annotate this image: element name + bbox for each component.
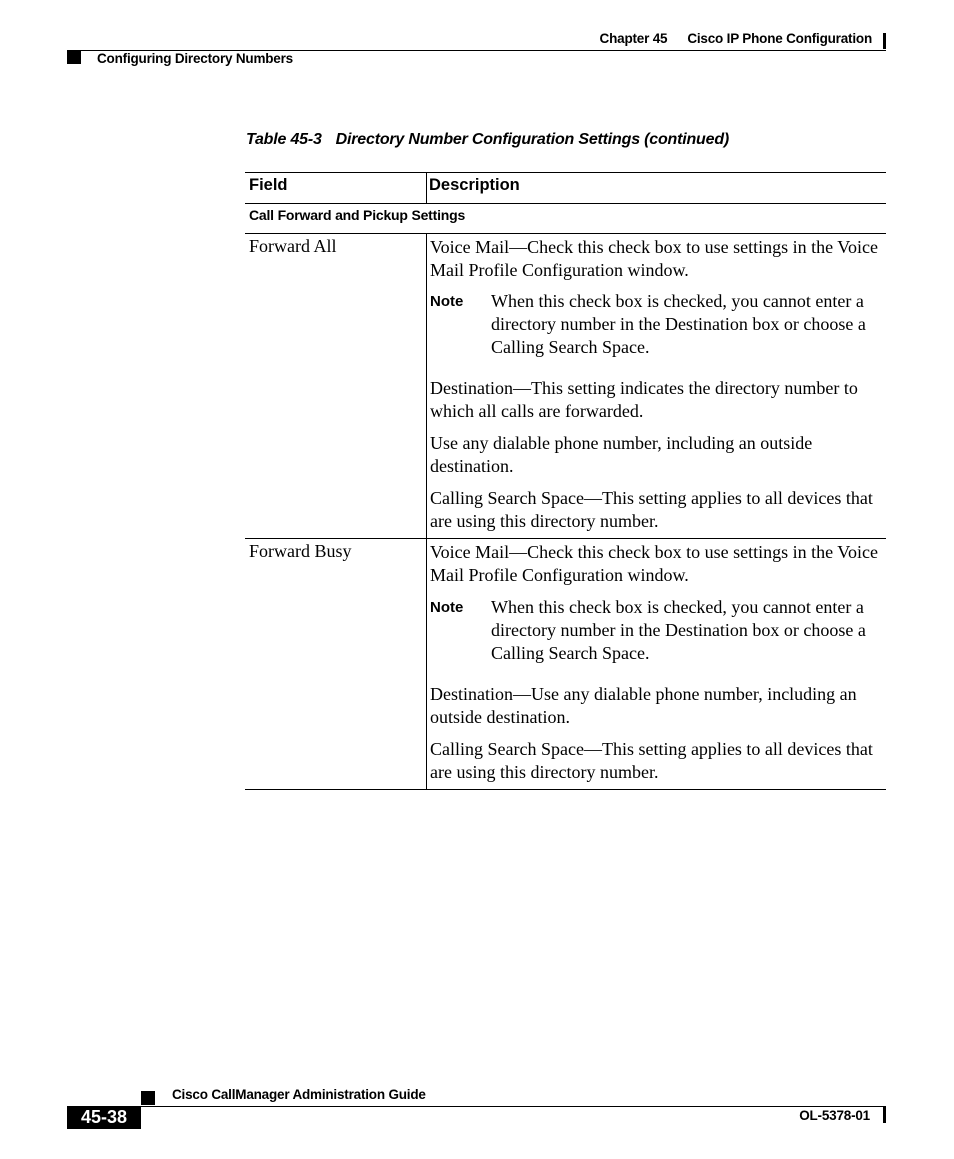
settings-table	[245, 172, 886, 790]
destination-text: Destination—This setting indicates the directory number to which all calls are forwarded.	[430, 378, 858, 421]
column-divider	[426, 233, 427, 790]
table-number: Table 45-3	[246, 131, 322, 148]
note-label: Note	[430, 293, 464, 310]
group-bottom-rule	[245, 233, 886, 234]
document-id: OL-5378-01	[799, 1108, 870, 1123]
forward-all-note	[430, 290, 882, 360]
chapter-number: Chapter 45	[599, 31, 668, 46]
group-label: Call Forward and Pickup Settings	[249, 207, 466, 223]
note-label: Note	[430, 599, 464, 616]
footer-rule	[141, 1106, 886, 1107]
css-text: Calling Search Space—This setting applies to all devices that are using this directory number.	[430, 488, 873, 531]
header-bar	[883, 33, 886, 49]
forward-all-css	[430, 487, 882, 533]
page-number: 45-38	[67, 1106, 141, 1129]
forward-busy-destination	[430, 683, 882, 729]
guide-title: Cisco CallManager Administration Guide	[172, 1087, 426, 1102]
forward-busy-voice-mail	[430, 541, 882, 587]
note-text: When this check box is checked, you cannot enter a directory number in the Destination box or choose a Calling Search Space.	[491, 291, 866, 357]
table-top-rule	[245, 172, 886, 173]
note-text: When this check box is checked, you cannot enter a directory number in the Destination box or choose a Calling Search Space.	[491, 597, 866, 663]
footer-bar	[883, 1106, 886, 1123]
column-header-field: Field	[249, 176, 288, 194]
voice-mail-text: Voice Mail—Check this check box to use settings in the Voice Mail Profile Configuration window.	[430, 542, 878, 585]
field-forward-all: Forward All	[249, 236, 337, 256]
forward-all-destination	[430, 377, 882, 423]
extra-text: Use any dialable phone number, including an outside destination.	[430, 433, 813, 476]
table-title: Directory Number Configuration Settings (continued)	[335, 131, 730, 148]
column-header-description: Description	[429, 176, 520, 194]
footer-block	[141, 1091, 155, 1105]
forward-busy-note	[430, 596, 882, 666]
destination-text: Destination—Use any dialable phone number, including an outside destination.	[430, 684, 857, 727]
forward-busy-css	[430, 738, 882, 784]
field-forward-busy: Forward Busy	[249, 541, 352, 561]
forward-all-extra	[430, 432, 882, 478]
forward-all-voice-mail	[430, 236, 882, 282]
css-text: Calling Search Space—This setting applies to all devices that are using this directory number.	[430, 739, 873, 782]
chapter-title: Cisco IP Phone Configuration	[687, 31, 872, 46]
voice-mail-text: Voice Mail—Check this check box to use settings in the Voice Mail Profile Configuration window.	[430, 237, 878, 280]
header-column-divider	[426, 172, 427, 203]
row-divider	[245, 538, 886, 539]
table-bottom-rule	[245, 789, 886, 790]
section-title: Configuring Directory Numbers	[97, 51, 293, 66]
running-header-chapter	[500, 31, 872, 46]
header-block	[67, 51, 81, 64]
table-caption	[246, 131, 729, 149]
header-bottom-rule	[245, 203, 886, 204]
